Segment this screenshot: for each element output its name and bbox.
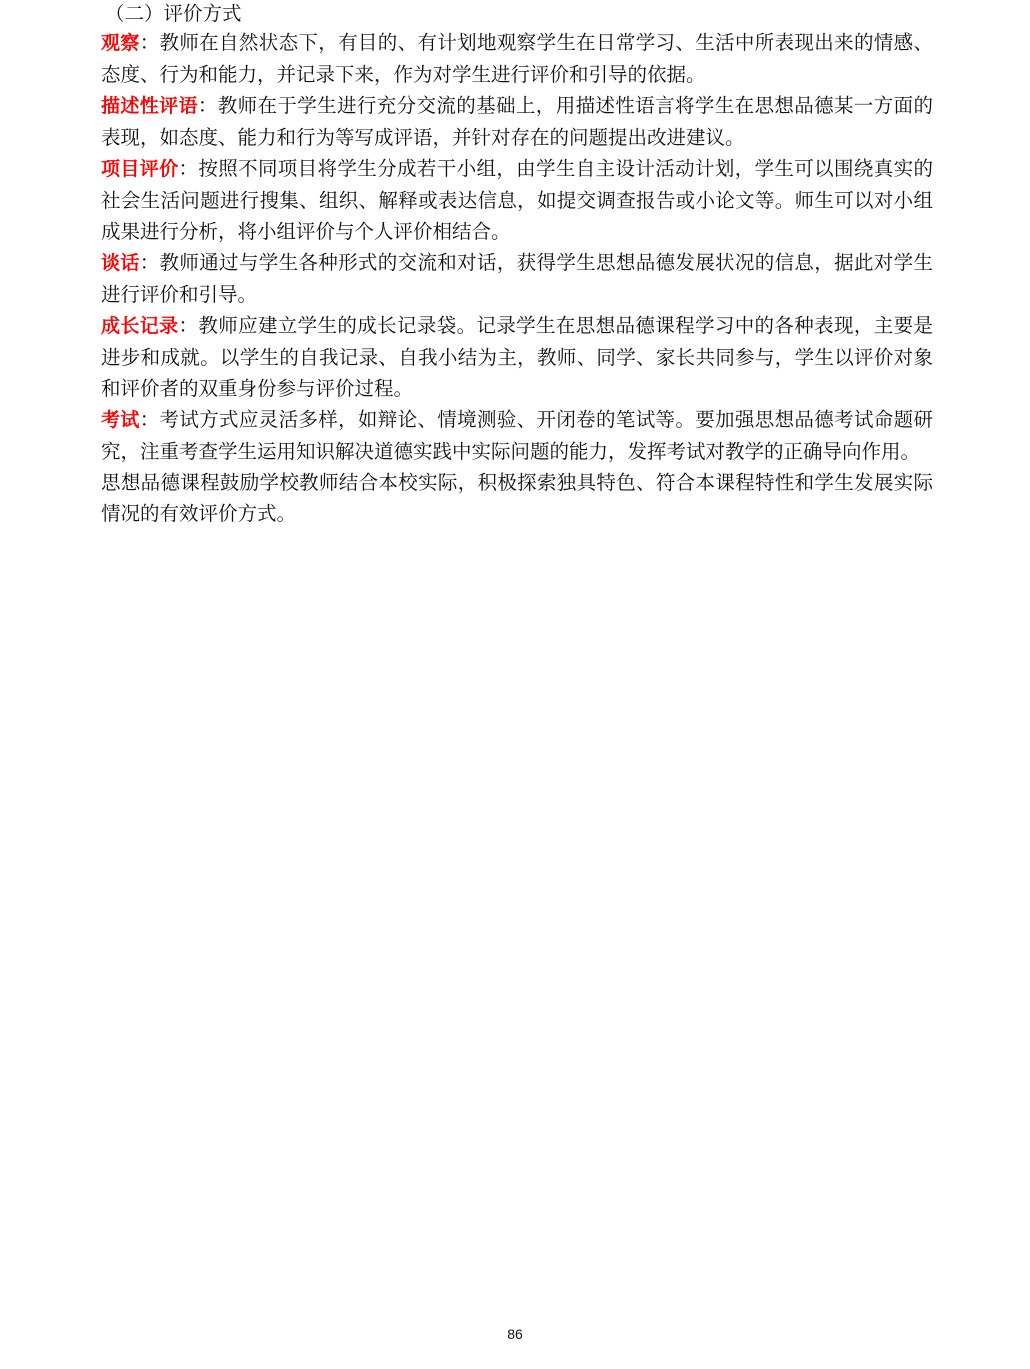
term-observation: 观察 bbox=[101, 32, 140, 54]
paragraph-descriptive-comment bbox=[101, 90, 933, 153]
term-exam: 考试 bbox=[101, 409, 140, 431]
term-separator: ： bbox=[197, 94, 218, 117]
term-separator: ： bbox=[139, 408, 160, 431]
paragraph-observation bbox=[101, 27, 933, 90]
closing-paragraph: 思想品德课程鼓励学校教师结合本校实际，积极探索独具特色、符合本课程特性和学生发展实际情况的有效评价方式。 bbox=[101, 471, 933, 525]
paragraph-text: 教师在自然状态下，有目的、有计划地观察学生在日常学习、生活中所表现出来的情感、态度、行为和能力，并记录下来，作为对学生进行评价和引导的依据。 bbox=[101, 31, 933, 86]
term-project-evaluation: 项目评价 bbox=[101, 158, 179, 180]
paragraph-growth-record bbox=[101, 310, 933, 404]
page-number: 86 bbox=[507, 1326, 523, 1342]
paragraph-exam bbox=[101, 404, 933, 467]
paragraph-text: 教师在于学生进行充分交流的基础上，用描述性语言将学生在思想品德某一方面的表现，如态度、能力和行为等写成评语，并针对存在的问题提出改进建议。 bbox=[101, 94, 933, 149]
paragraph-text: 教师应建立学生的成长记录袋。记录学生在思想品德课程学习中的各种表现，主要是进步和成就。以学生的自我记录、自我小结为主，教师、同学、家长共同参与，学生以评价对象和评价者的双重身份参与评价过程。 bbox=[101, 314, 933, 400]
term-conversation: 谈话 bbox=[101, 252, 140, 274]
term-descriptive-comment: 描述性评语 bbox=[101, 95, 198, 117]
term-growth-record: 成长记录 bbox=[101, 315, 179, 337]
paragraph-text: 考试方式应灵活多样，如辩论、情境测验、开闭卷的笔试等。要加强思想品德考试命题研究，注重考查学生运用知识解决道德实践中实际问题的能力，发挥考试对教学的正确导向作用。 bbox=[101, 408, 933, 463]
paragraph-conversation bbox=[101, 247, 933, 310]
term-separator: ： bbox=[139, 31, 160, 54]
paragraph-text: 按照不同项目将学生分成若干小组，由学生自主设计活动计划，学生可以围绕真实的社会生活问题进行搜集、组织、解释或表达信息，如提交调查报告或小论文等。师生可以对小组成果进行分析，将小组评价与个人评价相结合。 bbox=[101, 157, 933, 243]
paragraph-text: 教师通过与学生各种形式的交流和对话，获得学生思想品德发展状况的信息，据此对学生进行评价和引导。 bbox=[101, 251, 933, 306]
section-heading: （二）评价方式 bbox=[105, 2, 242, 25]
term-separator: ： bbox=[178, 157, 199, 180]
page-content bbox=[101, 0, 933, 529]
paragraph-project-evaluation bbox=[101, 153, 933, 247]
term-separator: ： bbox=[178, 314, 199, 337]
term-separator: ： bbox=[139, 251, 160, 274]
